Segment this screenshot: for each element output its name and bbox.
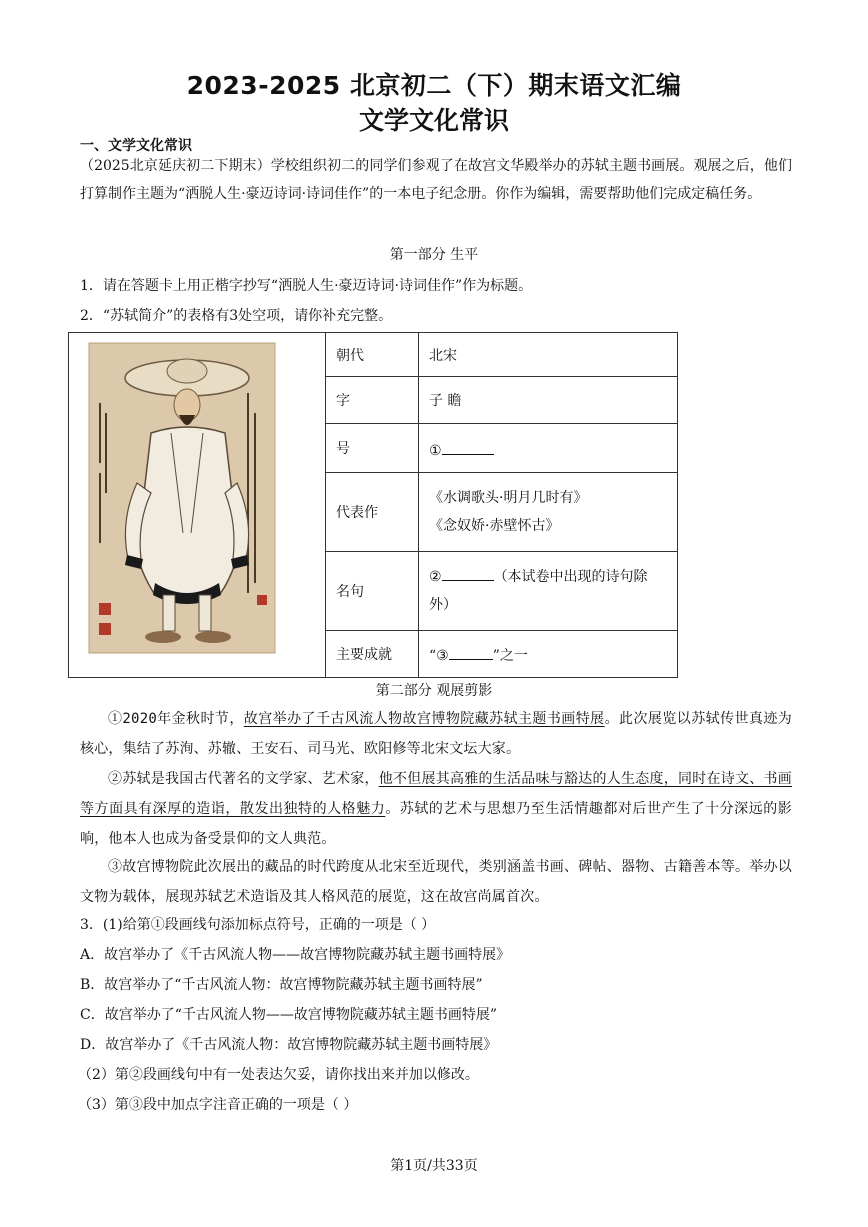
question-3-sub2: （2）第②段画线句中有一处表达欠妥，请你找出来并加以修改。: [78, 1067, 479, 1083]
label-representative-works: 代表作: [326, 473, 419, 551]
su-shi-portrait-image: [79, 333, 315, 677]
blank-marker-2: ②: [429, 568, 442, 585]
famous-line-note: （本试卷中出现的诗句除外）: [429, 568, 648, 613]
blank-marker-3: ③: [436, 647, 449, 664]
label-courtesy-name: 字: [326, 377, 419, 424]
question-3-stem: 3．(1)给第①段画线句添加标点符号，正确的一项是（ ）: [80, 917, 436, 933]
work-1: 《水调歌头·明月几时有》: [429, 490, 588, 506]
label-famous-line: 名句: [326, 551, 419, 630]
option-c[interactable]: C．故宫举办了“千古风流人物——故宫博物院藏苏轼主题书画特展”: [80, 1007, 498, 1023]
blank-line-3[interactable]: [449, 643, 493, 660]
document-title: 2023-2025 北京初二（下）期末语文汇编: [186, 71, 682, 100]
option-b[interactable]: B．故宫举办了“千古风流人物：故宫博物院藏苏轼主题书画特展”: [80, 977, 483, 993]
value-main-achievement-blank[interactable]: [419, 630, 678, 677]
value-pseudonym-blank[interactable]: [419, 424, 678, 473]
achievement-suffix: ”之一: [492, 647, 528, 664]
p2-underlined-sentence: 他不但展其高雅的生活品味与豁达的人生态度，同时在诗文、书画等方面具有深厚的造诣，散发出独特的人格魅力: [80, 771, 792, 817]
label-main-achievement: 主要成就: [326, 630, 419, 677]
part1-title: 第一部分 生平: [389, 247, 479, 263]
question-2: 2．“苏轼简介”的表格有3处空项，请你补充完整。: [80, 308, 393, 324]
question-1: 1．请在答题卡上用正楷字抄写“洒脱人生·豪迈诗词·诗词佳作”作为标题。: [80, 278, 533, 294]
value-famous-line-blank[interactable]: [419, 551, 678, 630]
p2-text-end: 。苏轼的艺术与思想乃至生活情趣都对后世产生了十分深远的影响，他本人也成为备受景仰的文人典范。: [80, 801, 792, 847]
option-d[interactable]: D．故宫举办了《千古风流人物：故宫博物院藏苏轼主题书画特展》: [80, 1037, 498, 1053]
p1-text-end: 。此次展览以苏轼传世真迹为核心，集结了苏洵、苏辙、王安石、司马光、欧阳修等北宋文坛大家。: [80, 711, 793, 757]
portrait-cell: [69, 333, 326, 678]
page-number: 第1页/共33页: [390, 1158, 478, 1174]
blank-line-1[interactable]: [442, 438, 494, 455]
part2-title: 第二部分 观展剪影: [375, 683, 493, 699]
intro-paragraph: （2025北京延庆初二下期末）学校组织初二的同学们参观了在故宫文华殿举办的苏轼主题书画展。观展之后，他们打算制作主题为“洒脱人生·豪迈诗词·诗词佳作”的一本电子纪念册。你作为编辑，需要帮助他们完成定稿任务。: [80, 158, 792, 202]
exhibit-paragraph-1: [80, 704, 792, 764]
p1-text-start: ①2020年金秋时节，: [108, 711, 244, 727]
biography-table: [68, 332, 678, 678]
work-2: 《念奴娇·赤壁怀古》: [429, 518, 560, 534]
value-dynasty: 北宋: [419, 333, 678, 377]
label-dynasty: 朝代: [326, 333, 419, 377]
blank-line-2[interactable]: [442, 564, 494, 581]
value-courtesy-name: 子 瞻: [419, 377, 678, 424]
achievement-prefix: “: [429, 647, 437, 664]
exhibit-paragraph-3: ③故宫博物院此次展出的藏品的时代跨度从北宋至近现代，类别涵盖书画、碑帖、器物、古籍善本等。举办以文物为载体，展现苏轼艺术造诣及其人格风范的展览，这在故宫尚属首次。: [80, 859, 792, 905]
exhibit-paragraph-2: [80, 764, 792, 854]
option-a[interactable]: A．故宫举办了《千古风流人物——故宫博物院藏苏轼主题书画特展》: [80, 947, 511, 963]
blank-marker-1: ①: [429, 442, 442, 459]
question-3-sub3: （3）第③段中加点字注音正确的一项是（ ）: [78, 1097, 358, 1113]
p2-text-start: ②苏轼是我国古代著名的文学家、艺术家，: [108, 771, 379, 787]
section-heading: 一、文学文化常识: [80, 138, 192, 154]
value-representative-works: [419, 473, 678, 551]
label-pseudonym: 号: [326, 424, 419, 473]
p1-underlined-sentence: 故宫举办了千古风流人物故宫博物院藏苏轼主题书画特展: [243, 711, 605, 727]
document-subtitle: 文学文化常识: [358, 106, 509, 135]
